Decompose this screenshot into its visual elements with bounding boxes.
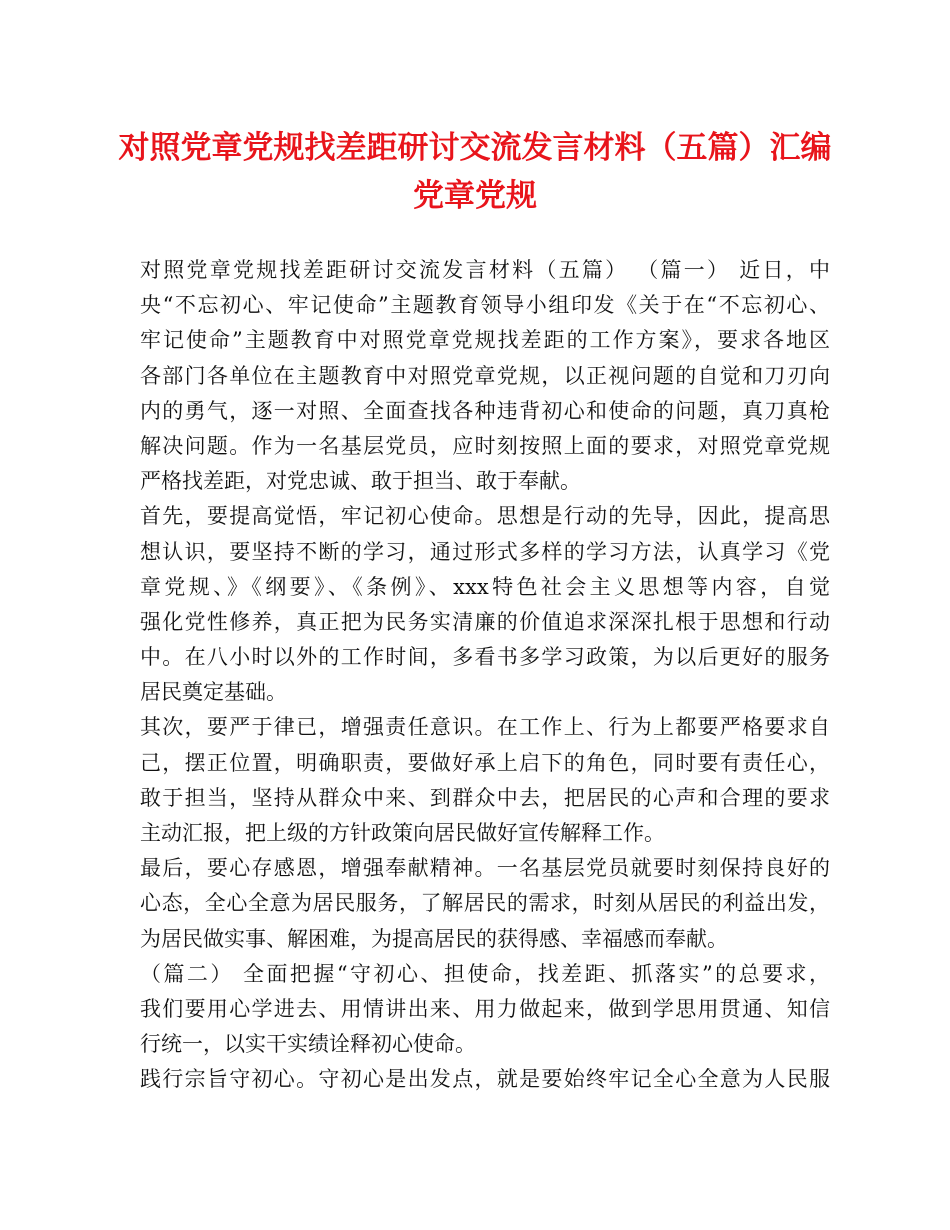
- body-line: 敢于担当，坚持从群众中来、到群众中去，把居民的心声和合理的要求: [140, 785, 830, 810]
- body-line: 最后，要心存感恩，增强奉献精神。一名基层党员就要时刻保持良好的: [140, 856, 830, 881]
- body-line: 牢记使命”主题教育中对照党章党规找差距的工作方案》，要求各地区: [140, 328, 830, 353]
- body-line: 行统一，以实干实绩诠释初心使命。: [140, 1032, 476, 1057]
- document-body: [140, 253, 830, 1098]
- body-line: 我们要用心学进去、用情讲出来、用力做起来，做到学思用贯通、知信: [140, 996, 830, 1021]
- document-subtitle: 党章党规: [413, 178, 537, 214]
- body-line: 想认识，要坚持不断的学习，通过形式多样的学习方法，认真学习《党: [140, 539, 830, 564]
- body-line: 居民奠定基础。: [140, 680, 287, 705]
- body-line: 强化党性修养，真正把为民务实清廉的价值追求深深扎根于思想和行动: [140, 609, 830, 634]
- body-line: 中。在八小时以外的工作时间，多看书多学习政策，为以后更好的服务: [140, 645, 830, 670]
- body-line: 解决问题。作为一名基层党员，应时刻按照上面的要求，对照党章党规: [140, 433, 830, 458]
- body-line: 章党规、》《纲要》、《条例》、xxx特色社会主义思想等内容，自觉: [140, 574, 830, 599]
- body-line: 其次，要严于律已，增强责任意识。在工作上、行为上都要严格要求自: [140, 715, 830, 740]
- document-title: 对照党章党规找差距研讨交流发言材料（五篇）汇编: [118, 130, 832, 166]
- body-line: 心态，全心全意为居民服务，了解居民的需求，时刻从居民的利益出发，: [140, 891, 830, 916]
- body-line: 为居民做实事、解困难，为提高居民的获得感、幸福感而奉献。: [140, 926, 728, 951]
- body-line: 首先，要提高觉悟，牢记初心使命。思想是行动的先导，因此，提高思: [140, 504, 830, 529]
- body-line: 央“不忘初心、牢记使命”主题教育领导小组印发《关于在“不忘初心、: [140, 293, 830, 318]
- body-line: 主动汇报，把上级的方针政策向居民做好宣传解释工作。: [140, 821, 665, 845]
- body-line: 严格找差距，对党忠诚、敢于担当、敢于奉献。: [140, 469, 581, 494]
- body-line: 内的勇气，逐一对照、全面查找各种违背初心和使命的问题，真刀真枪: [140, 398, 830, 423]
- body-line: 各部门各单位在主题教育中对照党章党规，以正视问题的自觉和刀刃向: [140, 363, 830, 388]
- body-line: （篇二） 全面把握“守初心、担使命，找差距、抓落实”的总要求，: [140, 961, 830, 986]
- body-line: 对照党章党规找差距研讨交流发言材料（五篇） （篇一） 近日，中: [140, 258, 830, 282]
- body-line: 践行宗旨守初心。守初心是出发点，就是要始终牢记全心全意为人民服: [140, 1067, 830, 1092]
- body-line: 己，摆正位置，明确职责，要做好承上启下的角色，同时要有责任心，: [140, 750, 830, 775]
